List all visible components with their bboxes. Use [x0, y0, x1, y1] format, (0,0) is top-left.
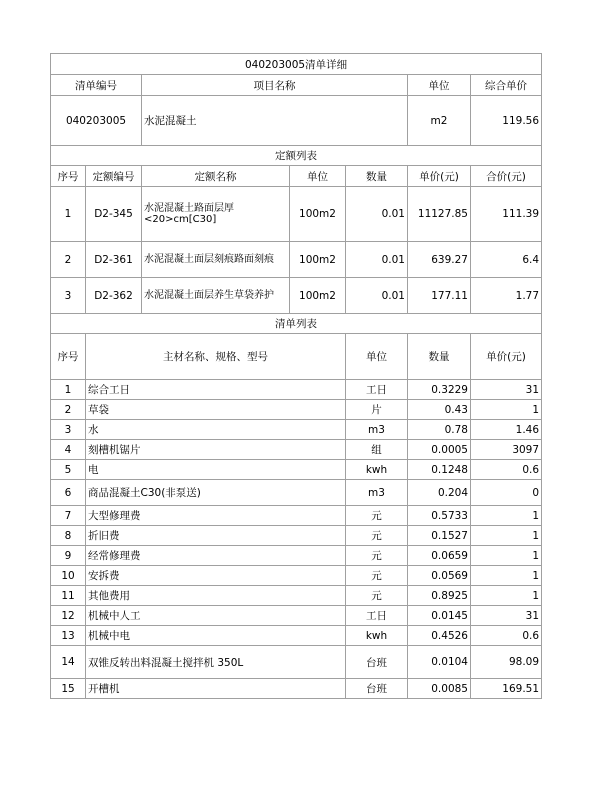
material-name: 电: [86, 460, 346, 480]
material-name: 机械中电: [86, 626, 346, 646]
material-row: [51, 480, 542, 506]
quota-name: 水泥混凝土面层养生草袋养护: [142, 278, 290, 314]
material-name: 综合工日: [86, 380, 346, 400]
material-col-no: 序号: [51, 334, 86, 380]
material-price: 3097: [471, 440, 542, 460]
quota-price: 177.11: [408, 278, 471, 314]
quota-col-qty: 数量: [346, 166, 408, 187]
material-price: 169.51: [471, 679, 542, 699]
material-qty: 0.1248: [408, 460, 471, 480]
material-no: 7: [51, 506, 86, 526]
material-no: 9: [51, 546, 86, 566]
material-qty: 0.4526: [408, 626, 471, 646]
quota-col-unit: 单位: [290, 166, 346, 187]
material-price: 1: [471, 400, 542, 420]
material-row: [51, 460, 542, 480]
material-row: [51, 566, 542, 586]
quota-row: [51, 187, 542, 242]
quota-price: 639.27: [408, 242, 471, 278]
material-name: 刻槽机锯片: [86, 440, 346, 460]
material-qty: 0.0569: [408, 566, 471, 586]
quota-name: 水泥混凝土面层刻痕路面刻痕: [142, 242, 290, 278]
quota-col-code: 定额编号: [86, 166, 142, 187]
item-price: 119.56: [471, 96, 542, 146]
material-price: 98.09: [471, 646, 542, 679]
material-no: 1: [51, 380, 86, 400]
item-unit: m2: [408, 96, 471, 146]
material-name: 经常修理费: [86, 546, 346, 566]
quota-qty: 0.01: [346, 242, 408, 278]
material-unit: 元: [346, 566, 408, 586]
material-row: [51, 606, 542, 626]
material-qty: 0.0104: [408, 646, 471, 679]
material-no: 6: [51, 480, 86, 506]
quota-section-title: 定额列表: [51, 146, 542, 166]
material-row: [51, 526, 542, 546]
material-price: 1: [471, 526, 542, 546]
material-price: 1: [471, 566, 542, 586]
material-row: [51, 400, 542, 420]
quota-col-no: 序号: [51, 166, 86, 187]
quota-code: D2-345: [86, 187, 142, 242]
quota-no: 3: [51, 278, 86, 314]
material-row: [51, 646, 542, 679]
material-qty: 0.0659: [408, 546, 471, 566]
quota-col-total: 合价(元): [471, 166, 542, 187]
quota-row: [51, 278, 542, 314]
material-row: [51, 546, 542, 566]
material-row: [51, 679, 542, 699]
material-section-title: 清单列表: [51, 314, 542, 334]
quota-code: D2-362: [86, 278, 142, 314]
material-unit: 工日: [346, 606, 408, 626]
material-row: [51, 586, 542, 606]
material-unit: 片: [346, 400, 408, 420]
material-no: 14: [51, 646, 86, 679]
item-name: 水泥混凝土: [142, 96, 408, 146]
material-no: 2: [51, 400, 86, 420]
material-name: 机械中人工: [86, 606, 346, 626]
material-no: 12: [51, 606, 86, 626]
quota-price: 11127.85: [408, 187, 471, 242]
material-no: 3: [51, 420, 86, 440]
material-no: 8: [51, 526, 86, 546]
material-price: 1.46: [471, 420, 542, 440]
material-unit: kwh: [346, 626, 408, 646]
name-header: 项目名称: [142, 75, 408, 96]
material-qty: 0.43: [408, 400, 471, 420]
material-unit: 元: [346, 526, 408, 546]
material-name: 草袋: [86, 400, 346, 420]
material-name: 大型修理费: [86, 506, 346, 526]
detail-table: [50, 53, 542, 699]
material-no: 10: [51, 566, 86, 586]
material-qty: 0.8925: [408, 586, 471, 606]
code-header: 清单编号: [51, 75, 142, 96]
material-unit: 台班: [346, 646, 408, 679]
table-title: 040203005清单详细: [51, 54, 542, 75]
material-row: [51, 420, 542, 440]
material-no: 15: [51, 679, 86, 699]
quota-col-name: 定额名称: [142, 166, 290, 187]
material-unit: m3: [346, 420, 408, 440]
material-qty: 0.1527: [408, 526, 471, 546]
material-col-unit: 单位: [346, 334, 408, 380]
quota-name: 水泥混凝土路面层厚<20>cm[C30]: [142, 187, 290, 242]
material-price: 0.6: [471, 460, 542, 480]
material-col-qty: 数量: [408, 334, 471, 380]
material-price: 1: [471, 506, 542, 526]
material-col-name: 主材名称、规格、型号: [86, 334, 346, 380]
material-no: 5: [51, 460, 86, 480]
quota-unit: 100m2: [290, 187, 346, 242]
quota-total: 111.39: [471, 187, 542, 242]
quota-col-price: 单价(元): [408, 166, 471, 187]
material-price: 31: [471, 380, 542, 400]
material-unit: 元: [346, 546, 408, 566]
unit-header: 单位: [408, 75, 471, 96]
material-price: 0.6: [471, 626, 542, 646]
material-qty: 0.0085: [408, 679, 471, 699]
material-row: [51, 506, 542, 526]
material-qty: 0.5733: [408, 506, 471, 526]
quota-no: 2: [51, 242, 86, 278]
item-code: 040203005: [51, 96, 142, 146]
quota-no: 1: [51, 187, 86, 242]
material-unit: 工日: [346, 380, 408, 400]
quota-total: 6.4: [471, 242, 542, 278]
material-name: 折旧费: [86, 526, 346, 546]
quota-unit: 100m2: [290, 242, 346, 278]
material-qty: 0.0145: [408, 606, 471, 626]
material-unit: 组: [346, 440, 408, 460]
material-rows: [51, 380, 542, 699]
material-no: 4: [51, 440, 86, 460]
material-name: 其他费用: [86, 586, 346, 606]
material-row: [51, 626, 542, 646]
quota-unit: 100m2: [290, 278, 346, 314]
material-row: [51, 380, 542, 400]
material-name: 开槽机: [86, 679, 346, 699]
material-qty: 0.78: [408, 420, 471, 440]
quota-qty: 0.01: [346, 187, 408, 242]
material-unit: 台班: [346, 679, 408, 699]
quota-qty: 0.01: [346, 278, 408, 314]
material-no: 11: [51, 586, 86, 606]
material-unit: 元: [346, 506, 408, 526]
material-name: 双锥反转出料混凝土搅拌机 350L: [86, 646, 346, 679]
material-qty: 0.3229: [408, 380, 471, 400]
quota-total: 1.77: [471, 278, 542, 314]
material-price: 1: [471, 586, 542, 606]
material-no: 13: [51, 626, 86, 646]
material-price: 0: [471, 480, 542, 506]
material-col-price: 单价(元): [471, 334, 542, 380]
material-unit: m3: [346, 480, 408, 506]
material-price: 31: [471, 606, 542, 626]
price-header: 综合单价: [471, 75, 542, 96]
material-qty: 0.204: [408, 480, 471, 506]
material-name: 水: [86, 420, 346, 440]
material-price: 1: [471, 546, 542, 566]
quota-code: D2-361: [86, 242, 142, 278]
material-name: 安拆费: [86, 566, 346, 586]
material-unit: kwh: [346, 460, 408, 480]
material-row: [51, 440, 542, 460]
material-name: 商品混凝土C30(非泵送): [86, 480, 346, 506]
quota-row: [51, 242, 542, 278]
material-qty: 0.0005: [408, 440, 471, 460]
material-unit: 元: [346, 586, 408, 606]
